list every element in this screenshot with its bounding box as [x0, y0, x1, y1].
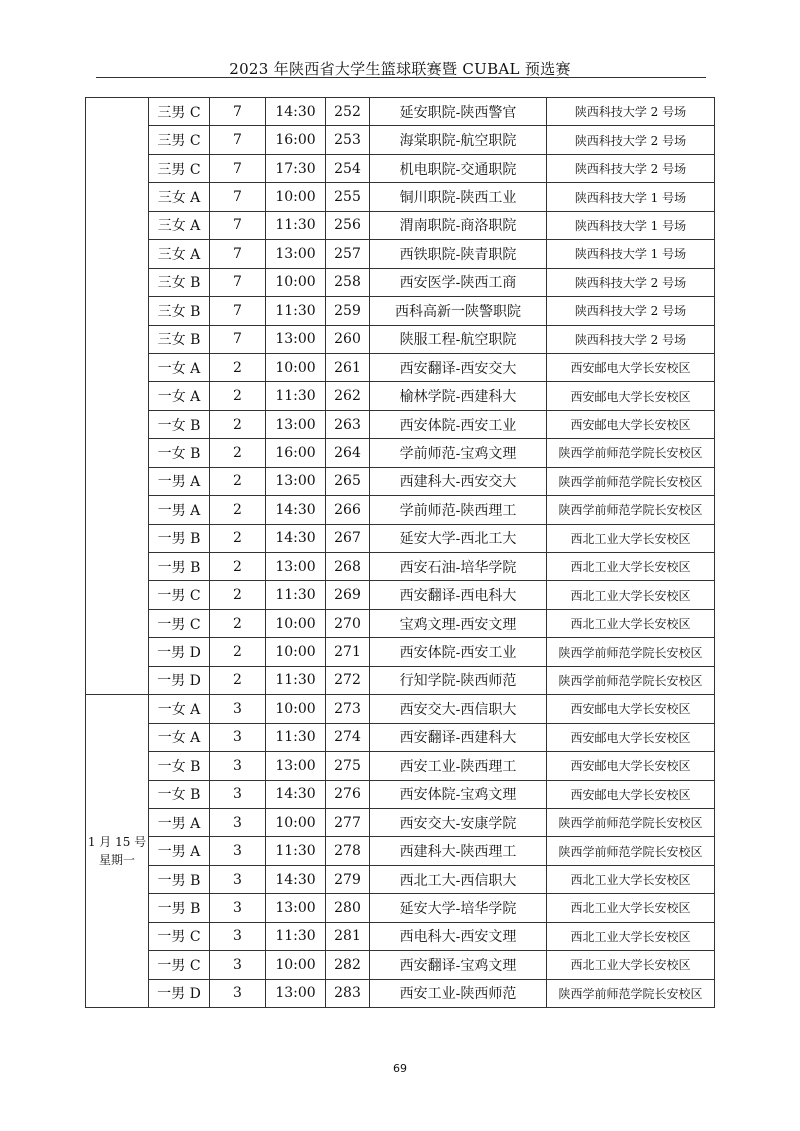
matchup-cell: 西安体院-宝鸡文理	[370, 780, 547, 808]
table-row	[86, 951, 715, 979]
match-number-cell: 267	[326, 524, 370, 552]
matchup-cell: 延安职院-陕西警官	[370, 98, 547, 126]
round-cell: 7	[210, 126, 266, 154]
match-number-cell: 271	[326, 638, 370, 666]
venue-cell: 西北工业大学长安校区	[547, 865, 715, 893]
venue-cell: 陕西科技大学 1 号场	[547, 183, 715, 211]
time-cell: 11:30	[266, 837, 326, 865]
venue-cell: 西安邮电大学长安校区	[547, 780, 715, 808]
group-cell: 一女 A	[149, 695, 210, 723]
venue-cell: 陕西学前师范学院长安校区	[547, 666, 715, 694]
match-number-cell: 277	[326, 808, 370, 836]
match-number-cell: 278	[326, 837, 370, 865]
page-number: 69	[393, 1062, 407, 1075]
venue-cell: 陕西学前师范学院长安校区	[547, 467, 715, 495]
group-cell: 三女 B	[149, 297, 210, 325]
round-cell: 2	[210, 524, 266, 552]
round-cell: 7	[210, 154, 266, 182]
matchup-cell: 西安翻译-宝鸡文理	[370, 951, 547, 979]
time-cell: 13:00	[266, 325, 326, 353]
table-row	[86, 297, 715, 325]
time-cell: 14:30	[266, 98, 326, 126]
venue-cell: 陕西学前师范学院长安校区	[547, 439, 715, 467]
matchup-cell: 西电科大-西安文理	[370, 922, 547, 950]
group-cell: 一男 A	[149, 496, 210, 524]
matchup-cell: 西安翻译-西安交大	[370, 353, 547, 381]
group-cell: 三女 A	[149, 240, 210, 268]
match-number-cell: 282	[326, 951, 370, 979]
matchup-cell: 西科高新一陕警职院	[370, 297, 547, 325]
group-cell: 一男 A	[149, 467, 210, 495]
matchup-cell: 西安翻译-西建科大	[370, 723, 547, 751]
table-row	[86, 808, 715, 836]
group-cell: 一男 C	[149, 922, 210, 950]
time-cell: 14:30	[266, 524, 326, 552]
matchup-cell: 西安医学-陕西工商	[370, 268, 547, 296]
match-number-cell: 279	[326, 865, 370, 893]
venue-cell: 陕西科技大学 2 号场	[547, 154, 715, 182]
round-cell: 2	[210, 496, 266, 524]
time-cell: 11:30	[266, 581, 326, 609]
venue-cell: 陕西科技大学 2 号场	[547, 98, 715, 126]
group-cell: 一男 B	[149, 524, 210, 552]
table-row	[86, 240, 715, 268]
matchup-cell: 西建科大-西安交大	[370, 467, 547, 495]
table-row	[86, 553, 715, 581]
venue-cell: 西安邮电大学长安校区	[547, 723, 715, 751]
match-number-cell: 259	[326, 297, 370, 325]
time-cell: 14:30	[266, 865, 326, 893]
round-cell: 2	[210, 353, 266, 381]
table-row	[86, 126, 715, 154]
match-number-cell: 258	[326, 268, 370, 296]
time-cell: 10:00	[266, 183, 326, 211]
venue-cell: 陕西科技大学 2 号场	[547, 297, 715, 325]
matchup-cell: 行知学院-陕西师范	[370, 666, 547, 694]
venue-cell: 陕西科技大学 2 号场	[547, 126, 715, 154]
matchup-cell: 宝鸡文理-西安文理	[370, 609, 547, 637]
time-cell: 11:30	[266, 666, 326, 694]
venue-cell: 陕西科技大学 1 号场	[547, 211, 715, 239]
table-row	[86, 382, 715, 410]
page-header-title: 2023 年陕西省大学生篮球联赛暨 CUBAL 预选赛	[229, 60, 571, 78]
matchup-cell: 机电职院-交通职院	[370, 154, 547, 182]
group-cell: 一女 B	[149, 410, 210, 438]
match-number-cell: 273	[326, 695, 370, 723]
table-row	[86, 353, 715, 381]
table-row	[86, 325, 715, 353]
match-number-cell: 264	[326, 439, 370, 467]
table-row	[86, 638, 715, 666]
time-cell: 11:30	[266, 211, 326, 239]
group-cell: 一女 B	[149, 752, 210, 780]
time-cell: 13:00	[266, 410, 326, 438]
round-cell: 7	[210, 297, 266, 325]
venue-cell: 陕西学前师范学院长安校区	[547, 837, 715, 865]
round-cell: 3	[210, 922, 266, 950]
round-cell: 2	[210, 581, 266, 609]
venue-cell: 陕西科技大学 1 号场	[547, 240, 715, 268]
matchup-cell: 西安石油-培华学院	[370, 553, 547, 581]
table-row	[86, 865, 715, 893]
table-row	[86, 467, 715, 495]
time-cell: 11:30	[266, 922, 326, 950]
time-cell: 10:00	[266, 609, 326, 637]
matchup-cell: 西安工业-陕西理工	[370, 752, 547, 780]
table-row	[86, 922, 715, 950]
matchup-cell: 学前师范-陕西理工	[370, 496, 547, 524]
time-cell: 13:00	[266, 467, 326, 495]
round-cell: 3	[210, 752, 266, 780]
table-row	[86, 609, 715, 637]
match-number-cell: 262	[326, 382, 370, 410]
time-cell: 14:30	[266, 780, 326, 808]
table-row	[86, 837, 715, 865]
match-number-cell: 283	[326, 979, 370, 1007]
time-cell: 16:00	[266, 439, 326, 467]
round-cell: 3	[210, 837, 266, 865]
group-cell: 一男 D	[149, 638, 210, 666]
table-row	[86, 695, 715, 723]
time-cell: 14:30	[266, 496, 326, 524]
venue-cell: 陕西学前师范学院长安校区	[547, 979, 715, 1007]
time-cell: 10:00	[266, 638, 326, 666]
venue-cell: 西北工业大学长安校区	[547, 581, 715, 609]
round-cell: 3	[210, 723, 266, 751]
group-cell: 一男 B	[149, 865, 210, 893]
match-number-cell: 272	[326, 666, 370, 694]
table-row	[86, 894, 715, 922]
table-row	[86, 780, 715, 808]
table-row	[86, 979, 715, 1007]
time-cell: 16:00	[266, 126, 326, 154]
match-number-cell: 275	[326, 752, 370, 780]
table-row	[86, 496, 715, 524]
match-number-cell: 254	[326, 154, 370, 182]
match-number-cell: 261	[326, 353, 370, 381]
round-cell: 7	[210, 98, 266, 126]
time-cell: 10:00	[266, 353, 326, 381]
round-cell: 2	[210, 439, 266, 467]
table-row	[86, 723, 715, 751]
match-number-cell: 274	[326, 723, 370, 751]
round-cell: 3	[210, 695, 266, 723]
match-number-cell: 270	[326, 609, 370, 637]
matchup-cell: 西安交大-安康学院	[370, 808, 547, 836]
group-cell: 一女 A	[149, 723, 210, 751]
group-cell: 一男 D	[149, 979, 210, 1007]
group-cell: 一女 A	[149, 353, 210, 381]
time-cell: 11:30	[266, 382, 326, 410]
match-number-cell: 255	[326, 183, 370, 211]
group-cell: 一男 B	[149, 894, 210, 922]
group-cell: 一男 D	[149, 666, 210, 694]
time-cell: 11:30	[266, 297, 326, 325]
matchup-cell: 延安大学-培华学院	[370, 894, 547, 922]
matchup-cell: 西安翻译-西电科大	[370, 581, 547, 609]
matchup-cell: 西安工业-陕西师范	[370, 979, 547, 1007]
schedule-body	[86, 98, 715, 1008]
match-number-cell: 252	[326, 98, 370, 126]
venue-cell: 西北工业大学长安校区	[547, 609, 715, 637]
matchup-cell: 陕服工程-航空职院	[370, 325, 547, 353]
table-row	[86, 439, 715, 467]
venue-cell: 西北工业大学长安校区	[547, 524, 715, 552]
match-number-cell: 269	[326, 581, 370, 609]
time-cell: 13:00	[266, 752, 326, 780]
round-cell: 2	[210, 666, 266, 694]
matchup-cell: 西铁职院-陕青职院	[370, 240, 547, 268]
group-cell: 一女 B	[149, 780, 210, 808]
round-cell: 2	[210, 638, 266, 666]
venue-cell: 西安邮电大学长安校区	[547, 695, 715, 723]
venue-cell: 西安邮电大学长安校区	[547, 353, 715, 381]
date-cell: 1 月 15 号 星期一	[86, 695, 149, 1008]
match-number-cell: 276	[326, 780, 370, 808]
venue-cell: 西北工业大学长安校区	[547, 894, 715, 922]
venue-cell: 西北工业大学长安校区	[547, 951, 715, 979]
table-row	[86, 183, 715, 211]
round-cell: 3	[210, 780, 266, 808]
matchup-cell: 延安大学-西北工大	[370, 524, 547, 552]
group-cell: 三女 A	[149, 211, 210, 239]
group-cell: 一男 B	[149, 553, 210, 581]
group-cell: 一男 C	[149, 609, 210, 637]
match-number-cell: 281	[326, 922, 370, 950]
match-number-cell: 268	[326, 553, 370, 581]
table-row	[86, 524, 715, 552]
time-cell: 13:00	[266, 240, 326, 268]
round-cell: 7	[210, 211, 266, 239]
round-cell: 7	[210, 325, 266, 353]
match-number-cell: 265	[326, 467, 370, 495]
time-cell: 11:30	[266, 723, 326, 751]
matchup-cell: 西北工大-西信职大	[370, 865, 547, 893]
round-cell: 2	[210, 553, 266, 581]
matchup-cell: 铜川职院-陕西工业	[370, 183, 547, 211]
time-cell: 13:00	[266, 894, 326, 922]
date-cell	[86, 98, 149, 695]
schedule-table	[85, 97, 715, 1008]
time-cell: 10:00	[266, 951, 326, 979]
table-row	[86, 410, 715, 438]
venue-cell: 西北工业大学长安校区	[547, 922, 715, 950]
table-row	[86, 211, 715, 239]
table-row	[86, 581, 715, 609]
group-cell: 一男 C	[149, 951, 210, 979]
table-row	[86, 752, 715, 780]
round-cell: 2	[210, 410, 266, 438]
round-cell: 2	[210, 382, 266, 410]
round-cell: 7	[210, 240, 266, 268]
header-rule	[96, 77, 706, 78]
table-row	[86, 268, 715, 296]
round-cell: 7	[210, 268, 266, 296]
round-cell: 3	[210, 865, 266, 893]
time-cell: 10:00	[266, 695, 326, 723]
group-cell: 三女 B	[149, 325, 210, 353]
match-number-cell: 280	[326, 894, 370, 922]
venue-cell: 西安邮电大学长安校区	[547, 752, 715, 780]
time-cell: 13:00	[266, 979, 326, 1007]
group-cell: 三女 A	[149, 183, 210, 211]
venue-cell: 陕西学前师范学院长安校区	[547, 496, 715, 524]
time-cell: 10:00	[266, 268, 326, 296]
group-cell: 三男 C	[149, 154, 210, 182]
venue-cell: 西北工业大学长安校区	[547, 553, 715, 581]
matchup-cell: 渭南职院-商洛职院	[370, 211, 547, 239]
matchup-cell: 西安体院-西安工业	[370, 638, 547, 666]
group-cell: 一男 A	[149, 808, 210, 836]
time-cell: 17:30	[266, 154, 326, 182]
group-cell: 一男 A	[149, 837, 210, 865]
venue-cell: 陕西学前师范学院长安校区	[547, 638, 715, 666]
match-number-cell: 266	[326, 496, 370, 524]
matchup-cell: 榆林学院-西建科大	[370, 382, 547, 410]
group-cell: 三女 B	[149, 268, 210, 296]
match-number-cell: 257	[326, 240, 370, 268]
matchup-cell: 西安体院-西安工业	[370, 410, 547, 438]
matchup-cell: 西建科大-陕西理工	[370, 837, 547, 865]
group-cell: 一女 B	[149, 439, 210, 467]
matchup-cell: 学前师范-宝鸡文理	[370, 439, 547, 467]
venue-cell: 陕西学前师范学院长安校区	[547, 808, 715, 836]
time-cell: 10:00	[266, 808, 326, 836]
table-row	[86, 154, 715, 182]
group-cell: 一女 A	[149, 382, 210, 410]
matchup-cell: 西安交大-西信职大	[370, 695, 547, 723]
round-cell: 2	[210, 467, 266, 495]
group-cell: 一男 C	[149, 581, 210, 609]
group-cell: 三男 C	[149, 98, 210, 126]
table-row	[86, 666, 715, 694]
group-cell: 三男 C	[149, 126, 210, 154]
match-number-cell: 260	[326, 325, 370, 353]
match-number-cell: 253	[326, 126, 370, 154]
venue-cell: 西安邮电大学长安校区	[547, 410, 715, 438]
round-cell: 7	[210, 183, 266, 211]
venue-cell: 陕西科技大学 2 号场	[547, 325, 715, 353]
matchup-cell: 海棠职院-航空职院	[370, 126, 547, 154]
time-cell: 13:00	[266, 553, 326, 581]
round-cell: 3	[210, 894, 266, 922]
table-row	[86, 98, 715, 126]
match-number-cell: 256	[326, 211, 370, 239]
round-cell: 3	[210, 979, 266, 1007]
round-cell: 3	[210, 808, 266, 836]
match-number-cell: 263	[326, 410, 370, 438]
round-cell: 2	[210, 609, 266, 637]
round-cell: 3	[210, 951, 266, 979]
venue-cell: 陕西科技大学 2 号场	[547, 268, 715, 296]
venue-cell: 西安邮电大学长安校区	[547, 382, 715, 410]
